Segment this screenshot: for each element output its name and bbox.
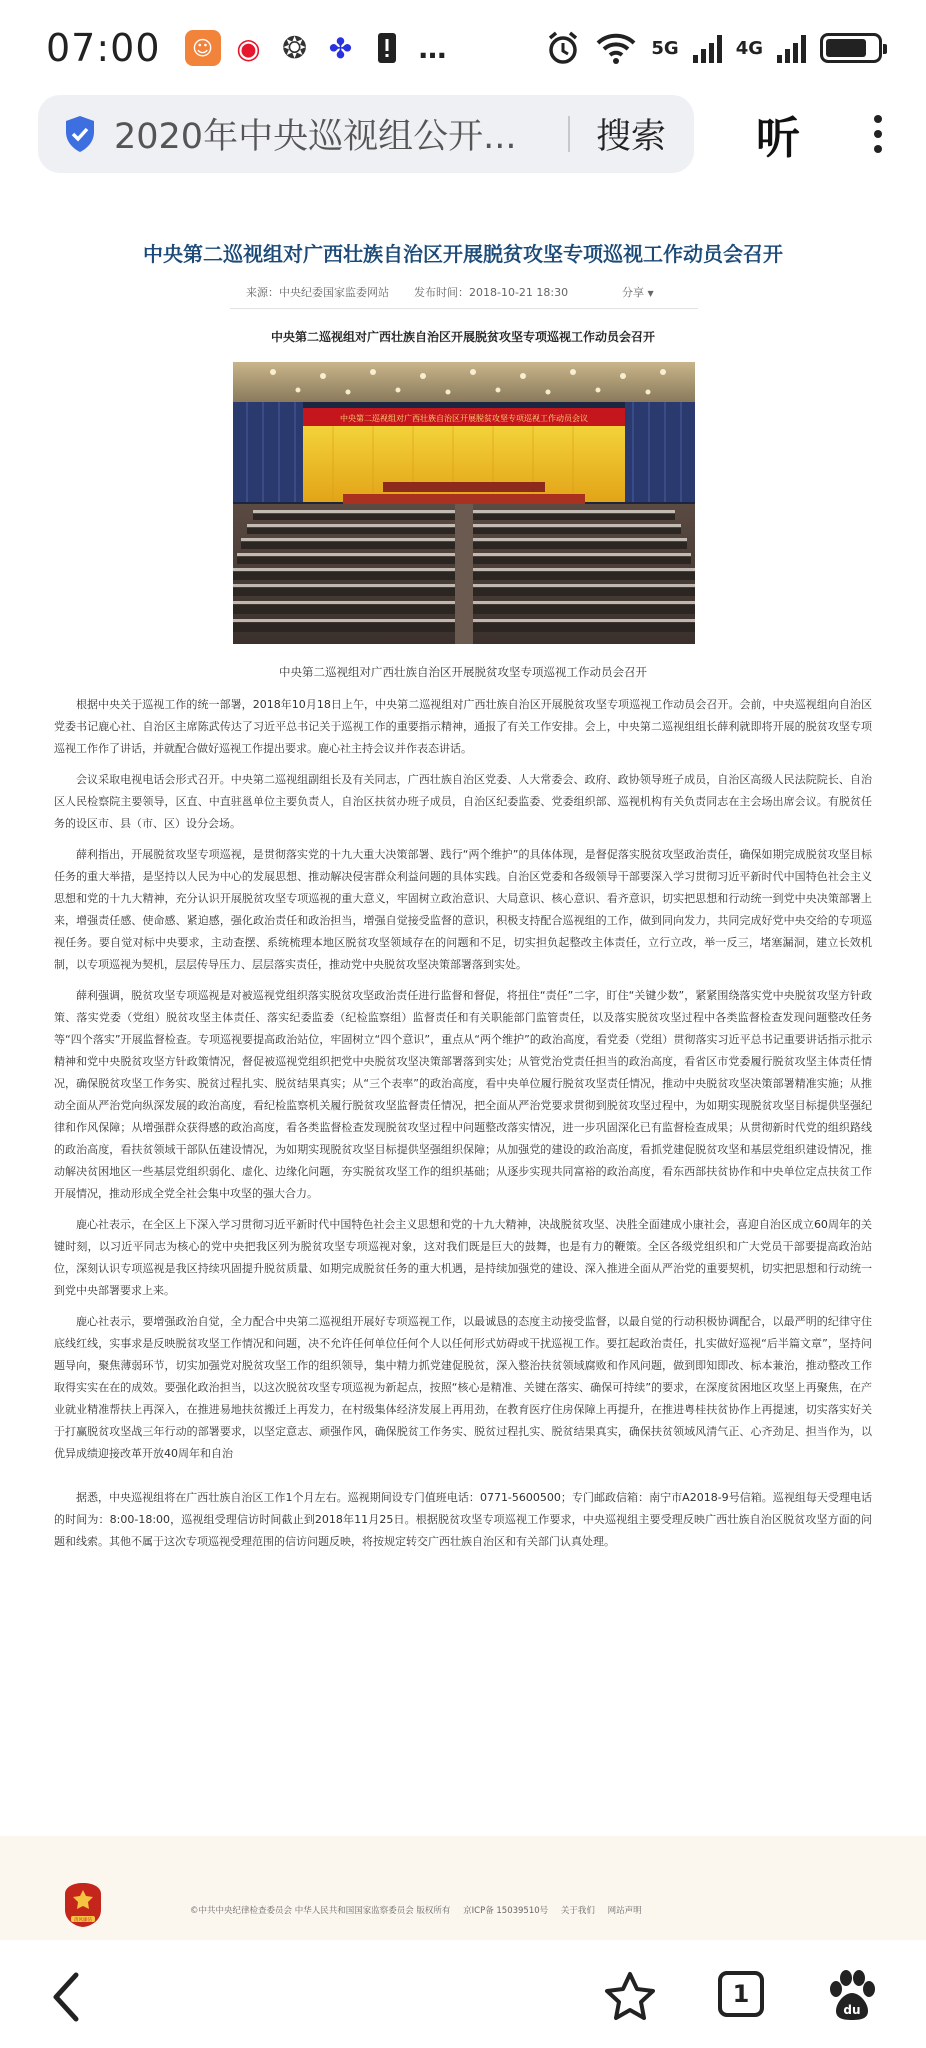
alarm-icon [545, 30, 581, 66]
publish-time: 发布时间：2018-10-21 18:30 [414, 286, 569, 299]
svg-text:du: du [843, 2003, 861, 2017]
bookmark-star-icon[interactable] [604, 1971, 656, 2021]
listen-button[interactable]: 听 [756, 113, 800, 164]
baidu-icon: ✤ [323, 30, 359, 66]
notification-icons [185, 30, 451, 66]
share-label: 分享 [622, 286, 644, 299]
statement-link[interactable]: 网站声明 [607, 1906, 642, 1916]
more-menu-icon[interactable] [868, 115, 888, 153]
battery-icon [820, 33, 882, 63]
browser-bottom-nav [0, 1945, 926, 2048]
status-indicators [545, 30, 882, 66]
signal-bars-1 [693, 33, 722, 63]
photo-caption: 中央第二巡视组对广西壮族自治区开展脱贫攻坚专项巡视工作动员会召开 [279, 665, 647, 679]
wifi-icon [595, 31, 637, 65]
paragraph: 薛利强调，脱贫攻坚专项巡视是对被巡视党组织落实脱贫攻坚政治责任进行监督和督促，将扭住“责任”二字，盯住“关键少数”，紧紧围绕落实党中央脱贫攻坚方针政策、落实党委（党组）脱贫攻坚主体责任、落实纪委监委（纪检监察组）监督责任和有关职能部门监管责任，以及落实脱贫攻坚过程中各类监督检查发现问题整改任务等“四个落实”开展监督检查。专项巡视要提高政治站位，牢固树立“四个意识”，重点从“两个维护”的政治高度，看党委（党组）贯彻落实习近平总书记重要讲话指示批示精神和党中央脱贫攻坚方针政策情况，督促被巡视党组织把党中央脱贫攻坚决策部署落到实处；从管党治党责任担当的政治高度，看省区市党委履行脱贫攻坚主体责任情况，确保脱贫攻坚工作务实、脱贫过程扎实、脱贫结果真实；从“三个表率”的政治高度，看中央单位履行脱贫攻坚责任情况，推动中央脱贫攻坚决策部署精准实施；从推动全面从严治党向纵深发展的政治高度，看纪检监察机关履行脱贫攻坚监督责任情况，把全面从严治党要求贯彻到脱贫攻坚过程中，为如期实现脱贫攻坚目标提供坚强纪律和作风保障；从增强群众获得感的政治高度，看各类监督检查发现脱贫攻坚过程中问题整改落实情况，进一步巩固深化已有监督检查成果；从贯彻新时代党的组织路线的政治高度，看扶贫领域干部队伍建设情况，为如期实现脱贫攻坚目标提供坚强组织保障；从加强党的建设的政治高度，看抓党建促脱贫攻坚和基层党组织建设情况，推动解决贫困地区一些基层党组织弱化、虚化、边缘化问题，夯实脱贫攻坚工作的组织基础；从逐步实现共同富裕的政治高度，看东西部扶贫协作和中央单位定点扶贫工作开展情况，推动形成全党全社会集中攻坚的强大合力。 [54, 989, 872, 1200]
tabs-button[interactable] [718, 1971, 764, 2017]
copyright-text: ©中共中央纪律检查委员会 中华人民共和国国家监察委员会 版权所有 [190, 1906, 451, 1916]
meta-divider [230, 308, 698, 309]
wechat-icon: ❂ [277, 30, 313, 66]
article-subtitle: 中央第二巡视组对广西壮族自治区开展脱贫攻坚专项巡视工作动员会召开 [270, 330, 655, 344]
site-footer [0, 1836, 926, 1940]
tab-count: 1 [732, 1980, 750, 2008]
article-body [54, 694, 872, 1562]
browser-toolbar [0, 94, 926, 174]
article-title: 中央第二巡视组对广西壮族自治区开展脱贫攻坚专项巡视工作动员会召开 [143, 242, 783, 266]
paragraph: 根据中央关于巡视工作的统一部署，2018年10月18日上午，中央第二巡视组对广西壮族自治区开展脱贫攻坚专项巡视工作动员会召开。会前，中央巡视组向自治区党委书记鹿心社、自治区主席陈武传达了习近平总书记关于巡视工作的重要指示精神，通报了有关工作安排。会上，中央第二巡视组组长薛利就即将开展的脱贫攻坚专项巡视工作作了讲话，并就配合做好巡视工作提出要求。鹿心社主持会议并作表态讲话。 [54, 698, 872, 755]
paragraph: 薛利指出，开展脱贫攻坚专项巡视，是贯彻落实党的十九大重大决策部署、践行“两个维护”的具体体现，是督促落实脱贫攻坚政治责任，确保如期完成脱贫攻坚目标任务的重大举措，是坚持以人民为中心的发展思想、推动解决侵害群众利益问题的具体实践。自治区党委和各级领导干部要深入学习贯彻习近平新时代中国特色社会主义思想和党的十九大精神，充分认识开展脱贫攻坚专项巡视的重大意义，牢固树立政治意识、大局意识、核心意识、看齐意识，切实把思想和行动统一到党中央决策部署上来，增强责任感、使命感、紧迫感，强化政治责任和政治担当，增强自觉接受监督的意识，积极支持配合巡视组的工作，做到同向发力，共同完成好党中央交给的专项巡视任务。要自觉对标中央要求，主动查摆、系统梳理本地区脱贫攻坚领域存在的问题和不足，切实担负起整改主体责任，立行立改，举一反三，堵塞漏洞，建立长效机制，以专项巡视为契机，层层传导压力、层层落实责任，推动党中央脱贫攻坚决策部署落到实处。 [54, 848, 872, 971]
address-bar[interactable] [38, 95, 694, 173]
status-bar [0, 0, 926, 96]
conference-photo [233, 362, 695, 644]
signal-bars-2 [777, 33, 806, 63]
address-divider [568, 116, 570, 152]
baidu-paw-icon[interactable] [826, 1969, 878, 2023]
footer-links [190, 1904, 652, 1916]
logo-text: 清风廉洁 [74, 1918, 92, 1923]
about-link[interactable]: 关于我们 [560, 1906, 595, 1916]
paragraph: 据悉，中央巡视组将在广西壮族自治区工作1个月左右。巡视期间设专门值班电话：0771-5600500；专门邮政信箱：南宁市A2018-9号信箱。巡视组每天受理电话的时间为：8:00-18:00，巡视组受理信访时间截止到2018年11月25日。根据脱贫攻坚专项巡视工作要求，中央巡视组主要受理反映广西壮族自治区脱贫攻坚方面的问题和线索。其他不属于这次专项巡视受理范围的信访问题反映，将按规定转交广西壮族自治区和有关部门认真处理。 [54, 1491, 872, 1548]
article-source: 来源：中央纪委国家监委网站 [246, 286, 389, 299]
search-button[interactable]: 搜索 [595, 117, 666, 157]
sim-alert-icon [369, 30, 405, 66]
back-arrow-icon[interactable] [46, 1967, 86, 2027]
paragraph: 会议采取电视电话会形式召开。中央第二巡视组副组长及有关同志，广西壮族自治区党委、人大常委会、政府、政协领导班子成员，自治区高级人民法院院长、自治区人民检察院主要领导，区直、中直驻邕单位主要负责人，自治区扶贫办班子成员，自治区纪委监委、党委组织部、巡视机构有关负责同志在主会场出席会议。有脱贫任务的设区市、县（市、区）设分会场。 [54, 773, 872, 830]
status-time: 07:00 [46, 26, 161, 70]
cpc-discipline-logo [62, 1882, 104, 1928]
security-shield-icon [64, 115, 96, 153]
paragraph: 鹿心社表示，在全区上下深入学习贯彻习近平新时代中国特色社会主义思想和党的十九大精神，决战脱贫攻坚、决胜全面建成小康社会，喜迎自治区成立60周年的关键时刻，以习近平同志为核心的党中央把我区列为脱贫攻坚专项巡视对象，这对我们既是巨大的鼓舞，也是有力的鞭策。全区各级党组织和广大党员干部要提高政治站位，深刻认识专项巡视是我区持续巩固提升脱贫质量、如期完成脱贫任务的重大机遇，是持续加强党的建设、深入推进全面从严治党的重要契机，切实把思想和行动统一到党中央部署要求上来。 [54, 1218, 872, 1297]
icp-link[interactable]: 京ICP备 15039510号 [463, 1906, 549, 1916]
photo-banner-text: 中央第二巡视组对广西壮族自治区开展脱贫攻坚专项巡视工作动员会议 [340, 414, 588, 423]
shopping-app-icon: ☺ [185, 30, 221, 66]
url-text[interactable]: 2020年中央巡视组公开... [114, 117, 517, 157]
share-button[interactable] [622, 284, 654, 300]
network-type-2: 4G [735, 37, 763, 59]
paragraph: 鹿心社表示，要增强政治自觉，全力配合中央第二巡视组开展好专项巡视工作，以最诚恳的态度主动接受监督，以最自觉的行动积极协调配合，以最严明的纪律守住底线红线，实事求是反映脱贫攻坚工作情况和问题，决不允许任何单位任何个人以任何形式妨碍或干扰巡视工作。要扛起政治责任，扎实做好巡视“后半篇文章”，坚持问题导向，聚焦薄弱环节，切实加强党对脱贫攻坚工作的组织领导，集中精力抓党建促脱贫，深入整治扶贫领域腐败和作风问题，做到即知即改、标本兼治，推动整改工作取得实实在在的成效。要强化政治担当，以这次脱贫攻坚专项巡视为新起点，按照“核心是精准、关键在落实、确保可持续”的要求，在深度贫困地区攻坚上再聚焦，在产业就业精准帮扶上再深入，在推进易地扶贫搬迁上再发力，在村级集体经济发展上再用劲，在教育医疗住房保障上再提升，在推进粤桂扶贫协作上再提速，切实落实好关于打赢脱贫攻坚战三年行动的部署要求，以坚定意志、顽强作风，确保脱贫工作务实、脱贫过程扎实、脱贫结果真实，确保扶贫领域风清气正、心齐劲足、担当作为，以优异成绩迎接改革开放40周年和自治 [54, 1315, 872, 1460]
network-type-1: 5G [651, 37, 679, 59]
more-notifications-icon: … [415, 30, 451, 66]
chevron-down-icon: ▼ [647, 289, 654, 298]
weibo-icon: ◉ [231, 30, 267, 66]
